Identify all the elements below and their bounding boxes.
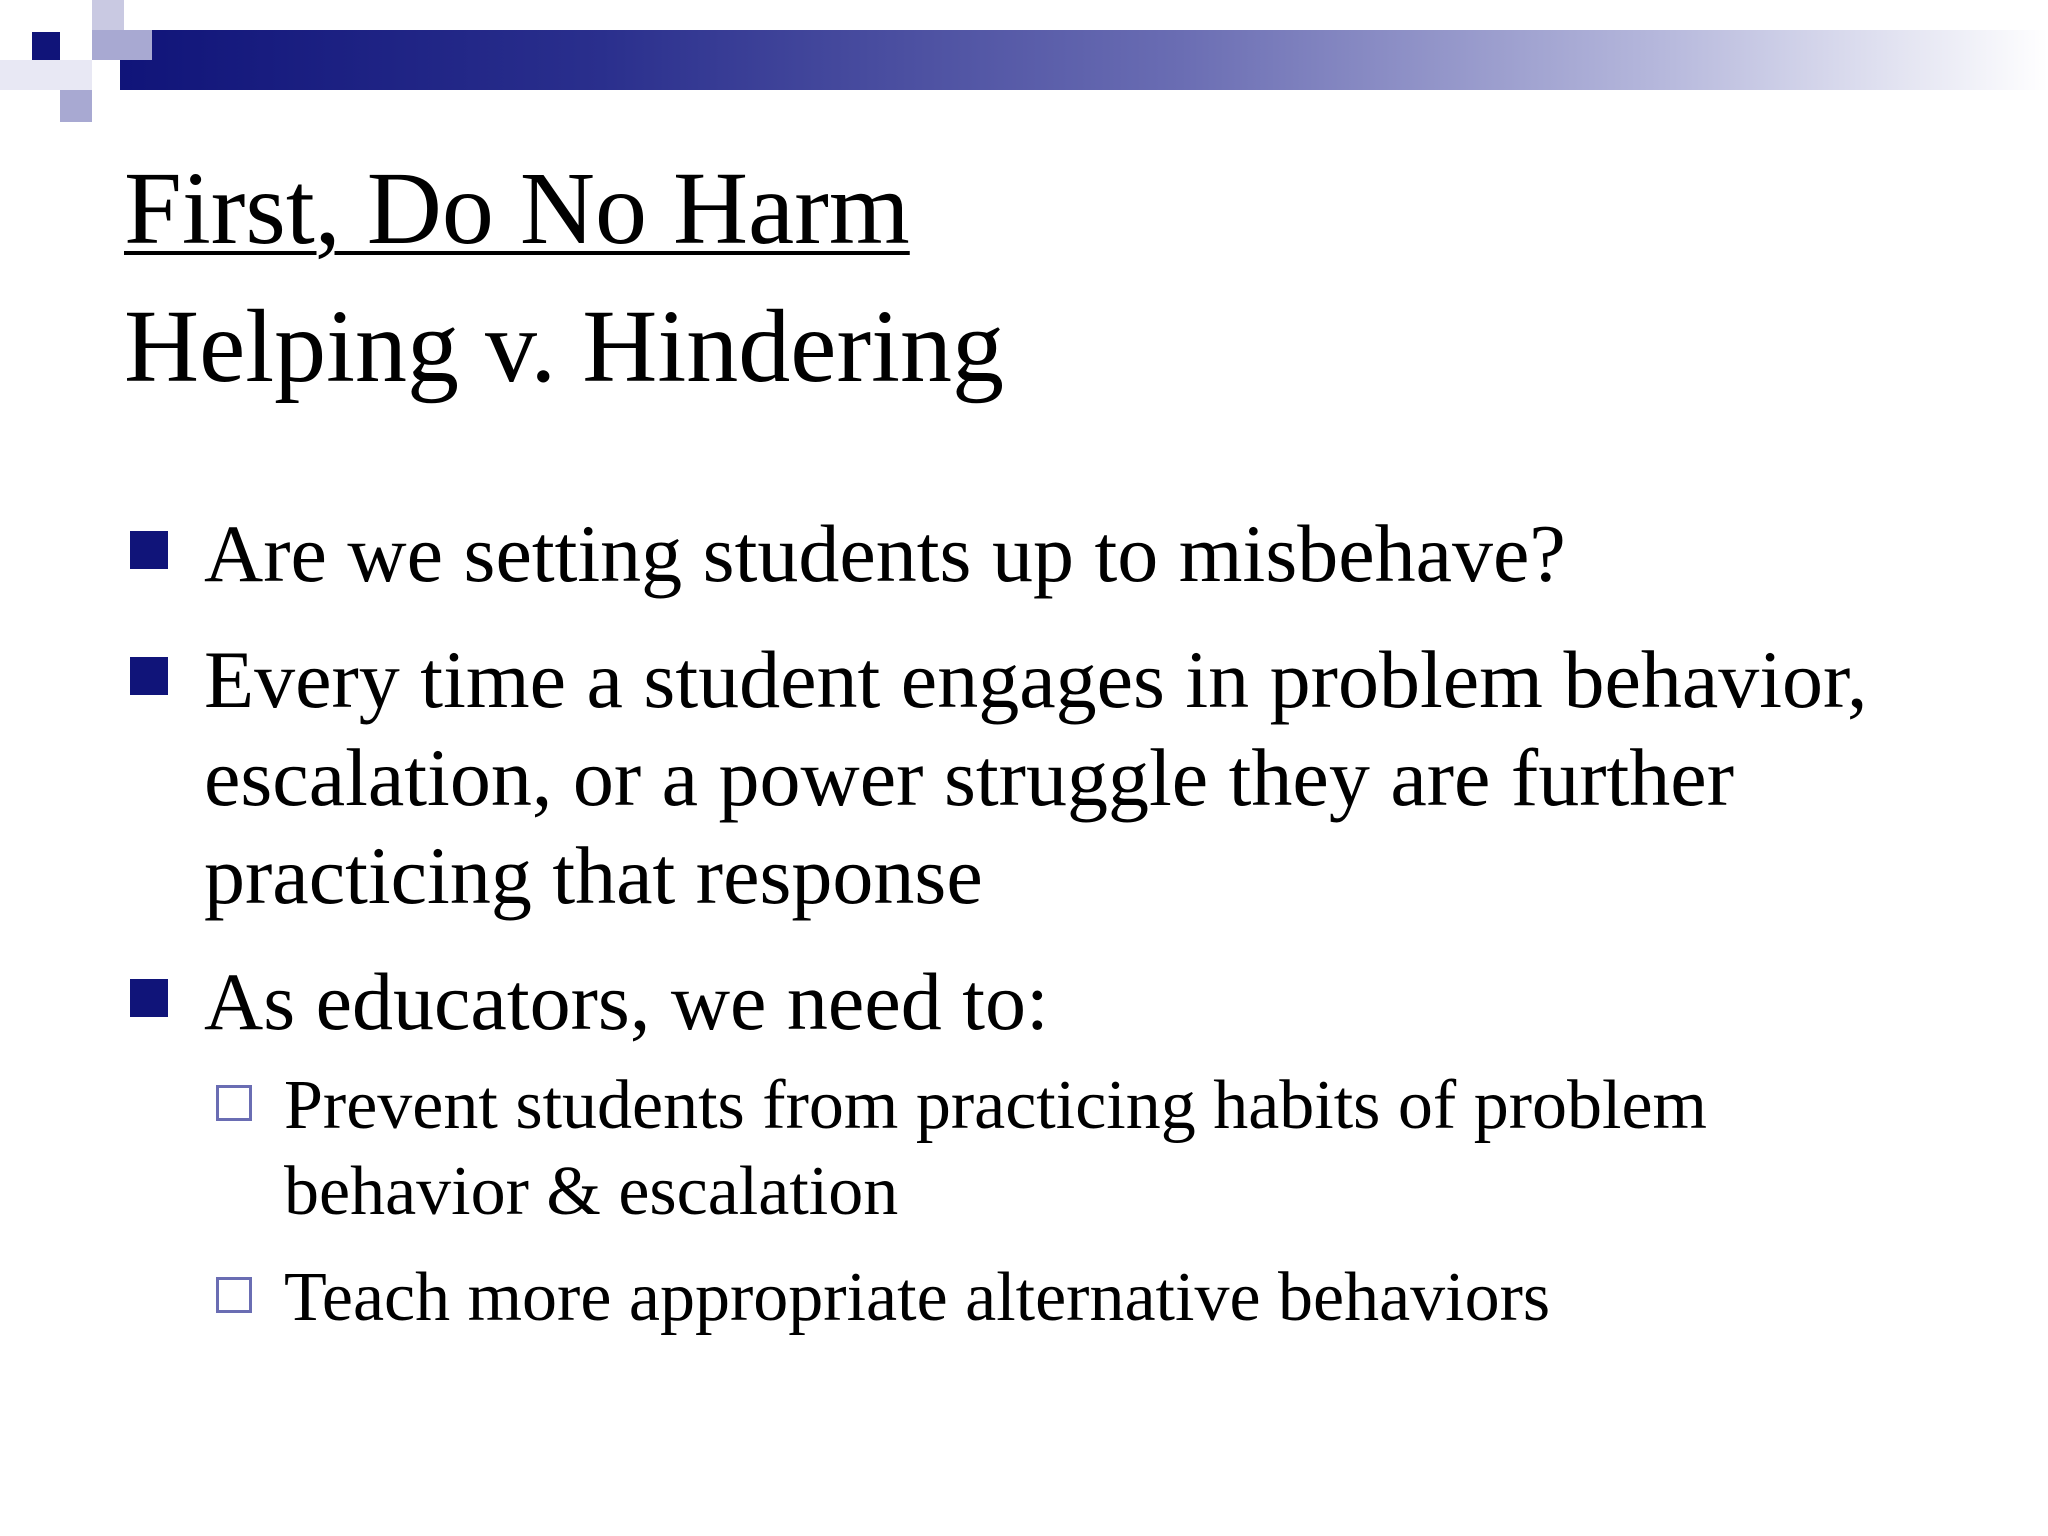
square-bullet-icon [130,979,168,1017]
bullet-item [124,505,1964,603]
hollow-square-bullet-icon [216,1085,252,1121]
decorative-square [92,0,124,32]
title-line-1: First, Do No Harm [124,151,910,266]
decorative-square [0,60,92,90]
decorative-square [32,32,60,60]
square-bullet-icon [130,531,168,569]
decorative-square [0,0,32,32]
bullet-text: Are we setting students up to misbehave? [204,508,1566,599]
sub-bullet-text: Teach more appropriate alternative behaviors [284,1259,1551,1336]
bullet-list [124,505,1964,1369]
sub-bullet-item [192,1063,1964,1235]
decorative-square [60,90,92,122]
bullet-item [124,631,1964,925]
square-bullet-icon [130,657,168,695]
bullet-text: Every time a student engages in problem behavior, escalation, or a power struggle they are further practicing that response [204,634,1868,921]
sub-bullet-list [204,1063,1964,1341]
header-gradient-band [120,30,2048,90]
bullet-item [124,953,1964,1341]
bullet-text: As educators, we need to: [204,956,1049,1047]
sub-bullet-item [192,1255,1964,1341]
hollow-square-bullet-icon [216,1277,252,1313]
slide-title [124,140,1004,416]
title-line-2: Helping v. Hindering [124,289,1004,404]
sub-bullet-text: Prevent students from practicing habits of problem behavior & escalation [284,1067,1708,1230]
decorative-square [92,30,152,60]
